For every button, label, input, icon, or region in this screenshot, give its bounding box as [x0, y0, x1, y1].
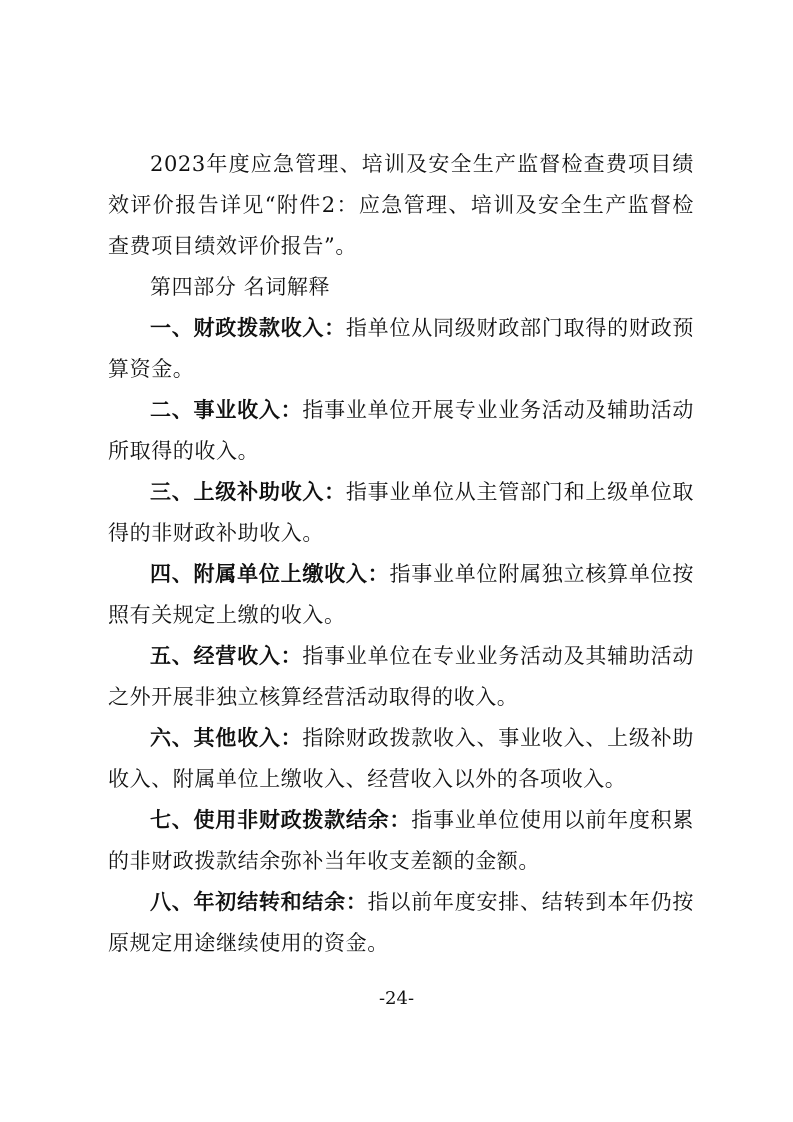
definition-paragraph-6 — [108, 718, 694, 800]
definition-term: 五、经营收入： — [150, 644, 303, 668]
definition-term: 六、其他收入： — [150, 726, 303, 750]
definition-text: 指事业单位附属独立核算单位按照有关规定上缴的收入。 — [108, 562, 694, 627]
page-content — [108, 144, 694, 964]
definition-term: 七、使用非财政拨款结余： — [150, 808, 412, 832]
definition-paragraph-7 — [108, 800, 694, 882]
definition-text: 指事业单位从主管部门和上级单位取得的非财政补助收入。 — [108, 480, 694, 545]
section-heading: 第四部分 名词解释 — [150, 275, 331, 299]
definition-paragraph-3 — [108, 472, 694, 554]
definition-term: 三、上级补助收入： — [150, 480, 346, 504]
intro-paragraph: 2023年度应急管理、培训及安全生产监督检查费项目绩效评价报告详见“附件2：应急管理、培训及安全生产监督检查费项目绩效评价报告”。 — [108, 152, 694, 258]
definition-paragraph-8 — [108, 882, 694, 964]
definition-text: 指除财政拨款收入、事业收入、上级补助收入、附属单位上缴收入、经营收入以外的各项收入。 — [108, 726, 694, 791]
definition-text: 指事业单位使用以前年度积累的非财政拨款结余弥补当年收支差额的金额。 — [108, 808, 694, 873]
definition-text: 指事业单位开展专业业务活动及辅助活动所取得的收入。 — [108, 398, 694, 463]
definition-paragraph-4 — [108, 554, 694, 636]
definition-term: 二、事业收入： — [150, 398, 303, 422]
page-number: -24- — [378, 988, 415, 1009]
definition-term: 八、年初结转和结余： — [150, 890, 368, 914]
definition-text: 指以前年度安排、结转到本年仍按原规定用途继续使用的资金。 — [108, 890, 695, 955]
definition-text: 指单位从同级财政部门取得的财政预算资金。 — [108, 316, 694, 381]
definition-paragraph-2 — [108, 390, 694, 472]
definition-term: 四、附属单位上缴收入： — [150, 562, 390, 586]
definition-paragraph-5 — [108, 636, 694, 718]
definition-text: 指事业单位在专业业务活动及其辅助活动之外开展非独立核算经营活动取得的收入。 — [108, 644, 694, 709]
definition-paragraph-1 — [108, 308, 694, 390]
definition-term: 一、财政拨款收入： — [150, 316, 346, 340]
